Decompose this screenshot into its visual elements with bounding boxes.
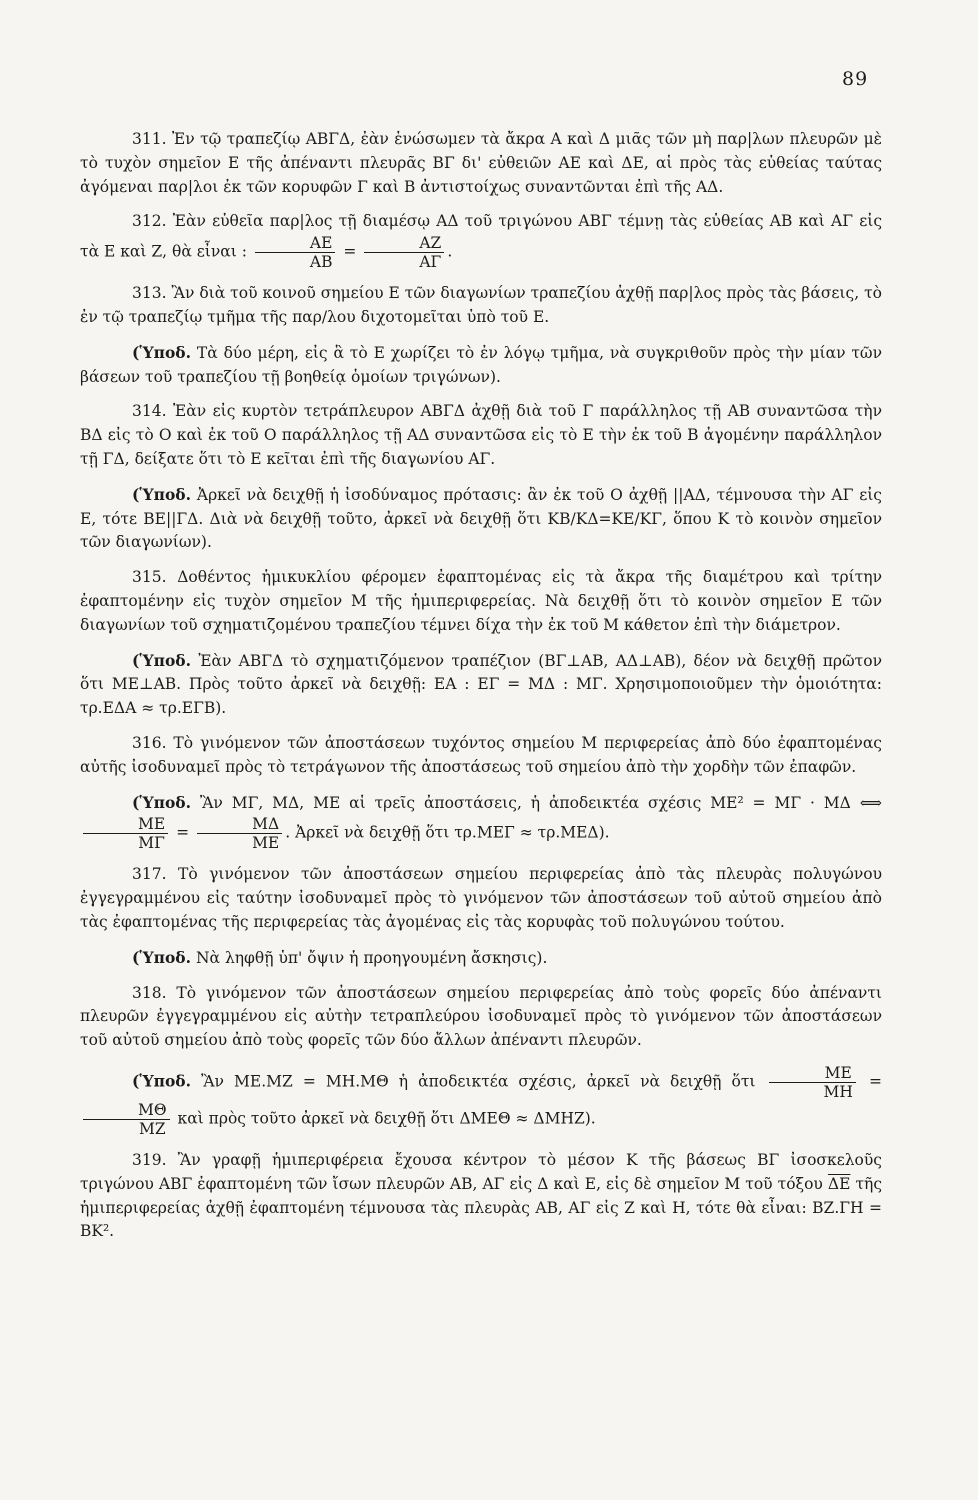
hint-text-continued: · ΜΔ ⟺	[809, 793, 882, 812]
exercise-number: 311.	[132, 130, 167, 148]
fraction	[197, 815, 282, 852]
fraction	[255, 234, 336, 271]
hint-label: (Ὑποδ.	[132, 947, 192, 967]
numerator: ΜΔ	[197, 815, 282, 834]
exercise-text: Ἐν τῷ τραπεζίῳ ΑΒΓΔ, ἐὰν ἑνώσωμεν τὰ ἄκρα Α καὶ Δ μιᾶς τῶν μὴ παρ|λων πλευρῶν μὲ τὸ τυχὸν σημεῖον Ε τῆς ἀπέναντι πλευρᾶς ΒΓ δι' εὐθειῶν ΑΕ καὶ ΔΕ, αἱ πρὸς τὰς εὐθείας ταύτας ἀγόμεναι παρ|λοι ἐκ τῶν κορυφῶν Γ καὶ Β ἀντιστοίχως συναντῶνται ἐπὶ τῆς ΑΔ.	[80, 130, 882, 196]
hint-313	[80, 341, 882, 390]
fraction	[83, 815, 168, 852]
hint-text: Τὰ δύο μέρη, εἰς ἃ τὸ Ε χωρίζει τὸ ἐν λόγῳ τμῆμα, νὰ συγκριθοῦν πρὸς τὴν μίαν τῶν βάσεων τοῦ τραπεζίου τῇ βοηθείᾳ ὁμοίων τριγώνων).	[80, 343, 882, 386]
numerator: ΑΖ	[364, 234, 444, 253]
exercise-list	[80, 128, 882, 1255]
hint-text: Ἀρκεῖ νὰ δειχθῇ ἡ ἰσοδύναμος πρότασις: ἂν ἐκ τοῦ Ο ἀχθῇ ||ΑΔ, τέμνουσα τὴν ΑΓ εἰς Ε, τότε ΒΕ||ΓΔ. Διὰ νὰ δειχθῇ τοῦτο, ἀρκεῖ νὰ δειχθῇ ὅτι ΚΒ/ΚΔ=ΚΕ/ΚΓ, ὅπου Κ τὸ κοινὸν σημεῖον τῶν διαγωνίων).	[80, 485, 882, 552]
exercise-text-continued: τῆς ἡμιπεριφερείας ἀχθῇ ἐφαπτομένη τέμνουσα τὰς πλευρὰς ΑΒ, ΑΓ εἰς Ζ καὶ Η, τότε θὰ εἶναι: ΒΖ.ΓΗ = ΒΚ².	[80, 1174, 882, 1241]
hint-text: Ἂν ΜΓ, ΜΔ, ΜΕ αἱ τρεῖς ἀποστάσεις, ἡ ἀποδεικτέα σχέσις ΜΕ² = ΜΓ	[199, 793, 802, 812]
equals-sign: =	[868, 1072, 882, 1091]
exercise-number: 315.	[132, 568, 167, 587]
numerator: ΜΕ	[769, 1064, 856, 1083]
denominator: ΜΓ	[138, 834, 165, 853]
exercise-text: Δοθέντος ἡμικυκλίου φέρομεν ἐφαπτομένας εἰς τὰ ἄκρα τῆς διαμέτρου καὶ τρίτην ἐφαπτομένην εἰς τυχὸν σημεῖον Μ τῆς ἡμιπεριφερείας. Νὰ δειχθῇ ὅτι τὸ κοινὸν σημεῖον Ε τῶν διαγωνίων τοῦ σχηματιζομένου τραπεζίου τέμνει δίχα τὴν ἐκ τοῦ Μ κάθετον ἐπὶ τὴν διάμετρον.	[80, 568, 882, 634]
numerator: ΑΕ	[255, 234, 336, 253]
exercise-text: Τὸ γινόμενον τῶν ἀποστάσεων τυχόντος σημείου Μ περιφερείας ἀπὸ δύο ἐφαπτομένας αὐτῆς ἰσοδυναμεῖ πρὸς τὸ τετράγωνον τῆς ἀποστάσεως τοῦ σημείου ἀπὸ τὴν χορδὴν τῶν ἐπαφῶν.	[80, 733, 882, 776]
hint-text: Ἂν ΜΕ.ΜΖ = ΜΗ.ΜΘ ἡ ἀποδεικτέα σχέσις, ἀρκεῖ νὰ δειχθῇ ὅτι	[201, 1072, 756, 1091]
denominator: ΜΗ	[823, 1082, 853, 1101]
hint-label: (Ὑποδ.	[132, 342, 192, 362]
exercise-text: Ἐὰν εὐθεῖα παρ|λος τῇ διαμέσῳ ΑΔ τοῦ τριγώνου ΑΒΓ τέμνῃ τὰς εὐθείας ΑΒ καὶ ΑΓ εἰς τὰ Ε καὶ Ζ, θὰ εἶναι :	[80, 212, 882, 261]
numerator: ΜΘ	[83, 1101, 170, 1120]
exercise-317	[80, 863, 882, 934]
exercise-312	[80, 210, 882, 271]
exercise-text: Ἐὰν εἰς κυρτὸν τετράπλευρον ΑΒΓΔ ἀχθῇ διὰ τοῦ Γ παράλληλος τῇ ΑΒ συναντῶσα τὴν ΒΔ εἰς τὸ Ο καὶ ἐκ τοῦ Ο παράλληλος τῇ ΑΔ συναντῶσα εἰς τὸ Ε τὴν ἐκ τοῦ Β ἀγομένην παράλληλον τῇ ΓΔ, δείξατε ὅτι τὸ Ε κεῖται ἐπὶ τῆς διαγωνίου ΑΓ.	[80, 402, 882, 468]
fraction	[83, 1101, 170, 1138]
exercise-315	[80, 566, 882, 637]
exercise-number: 318.	[132, 983, 167, 1002]
exercise-314	[80, 400, 882, 471]
hint-text: Νὰ ληφθῇ ὑπ' ὄψιν ἡ προηγουμένη ἄσκησις).	[195, 948, 548, 967]
hint-label: (Ὑποδ.	[132, 484, 192, 504]
exercise-number: 316.	[132, 733, 167, 752]
exercise-313	[80, 282, 882, 330]
exercise-319	[80, 1149, 882, 1244]
hint-label: (Ὑποδ.	[132, 650, 192, 670]
hint-317	[80, 946, 882, 971]
hint-315	[80, 649, 882, 721]
exercise-text: Τὸ γινόμενον τῶν ἀποστάσεων σημείου περιφερείας ἀπὸ τοὺς φορεῖς δύο ἀπέναντι πλευρῶν ἐγγεγραμμένου εἰς αὐτὴν τετραπλεύρου ἰσοδυναμεῖ πρὸς τὸ γινόμενον τῶν ἀποστάσεων τοῦ αὐτοῦ σημείου ἀπὸ τοὺς φορεῖς τῶν δύο ἄλλων ἀπέναντι πλευρῶν.	[80, 983, 882, 1050]
fraction	[364, 234, 444, 271]
exercise-text: Ἂν γραφῇ ἡμιπεριφέρεια ἔχουσα κέντρον τὸ μέσον Κ τῆς βάσεως ΒΓ ἰσοσκελοῦς τριγώνου ΑΒΓ ἐφαπτομένη τῶν ἴσων πλευρῶν ΑΒ, ΑΓ εἰς Δ καὶ Ε, εἰς δὲ σημεῖον Μ τοῦ τόξου	[80, 1150, 882, 1193]
exercise-number: 313.	[132, 284, 167, 303]
exercise-number: 314.	[132, 402, 167, 421]
hint-text-end: καὶ πρὸς τοῦτο ἀρκεῖ νὰ δειχθῇ ὅτι ΔΜΕΘ ≈ ΔΜΗΖ).	[177, 1109, 596, 1128]
denominator: ΜΖ	[138, 1119, 166, 1138]
exercise-number: 319.	[132, 1150, 167, 1169]
page-number: 89	[842, 68, 869, 90]
hint-318	[80, 1064, 882, 1138]
exercise-number: 317.	[132, 865, 167, 884]
equals-sign: =	[343, 242, 357, 261]
exercise-number: 312.	[132, 212, 167, 231]
exercise-text: Τὸ γινόμενον τῶν ἀποστάσεων σημείου περιφερείας ἀπὸ τὰς πλευρὰς πολυγώνου ἐγγεγραμμένου εἰς ταύτην ἰσοδυναμεῖ πρὸς τὸ γινόμενον τῶν ἀποστάσεων τοῦ αὐτοῦ σημείου ἀπὸ τὰς ἐφαπτομένας τῆς περιφερείας τὰς ἀγομένας εἰς τὰς κορυφὰς τοῦ πολυγώνου τούτου.	[80, 865, 882, 931]
period: .	[447, 242, 453, 261]
hint-314	[80, 483, 882, 555]
exercise-311	[80, 128, 882, 199]
equals-sign: =	[176, 823, 190, 842]
hint-316	[80, 791, 882, 853]
hint-label: (Ὑποδ.	[132, 1071, 192, 1091]
denominator: ΑΓ	[419, 253, 442, 272]
hint-label: (Ὑποδ.	[132, 792, 192, 812]
hint-text: Ἐὰν ΑΒΓΔ τὸ σχηματιζόμενον τραπέζιον (ΒΓ⊥ΑΒ, ΑΔ⊥ΑΒ), δέον νὰ δειχθῇ πρῶτον ὅτι ΜΕ⊥ΑΒ. Πρὸς τοῦτο ἀρκεῖ νὰ δειχθῇ: ΕΑ : ΕΓ = ΜΔ : ΜΓ. Χρησιμοποιοῦμεν τὴν ὁμοιότητα: τρ.ΕΔΑ ≈ τρ.ΕΓΒ).	[80, 651, 882, 718]
arc-label: $\overline{\Delta E}$	[827, 1174, 851, 1193]
denominator: ΑΒ	[309, 253, 333, 272]
fraction	[769, 1064, 856, 1101]
denominator: ΜΕ	[252, 834, 280, 853]
hint-text-end: . Ἀρκεῖ νὰ δειχθῇ ὅτι τρ.ΜΕΓ ≈ τρ.ΜΕΔ).	[285, 823, 610, 842]
numerator: ΜΕ	[83, 815, 168, 834]
exercise-text: Ἂν διὰ τοῦ κοινοῦ σημείου Ε τῶν διαγωνίων τραπεζίου ἀχθῇ παρ|λος πρὸς τὰς βάσεις, τὸ ἐν τῷ τραπεζίῳ τμῆμα τῆς παρ/λου διχοτομεῖται ὑπὸ τοῦ Ε.	[80, 284, 882, 326]
exercise-316	[80, 732, 882, 780]
exercise-318	[80, 982, 882, 1053]
